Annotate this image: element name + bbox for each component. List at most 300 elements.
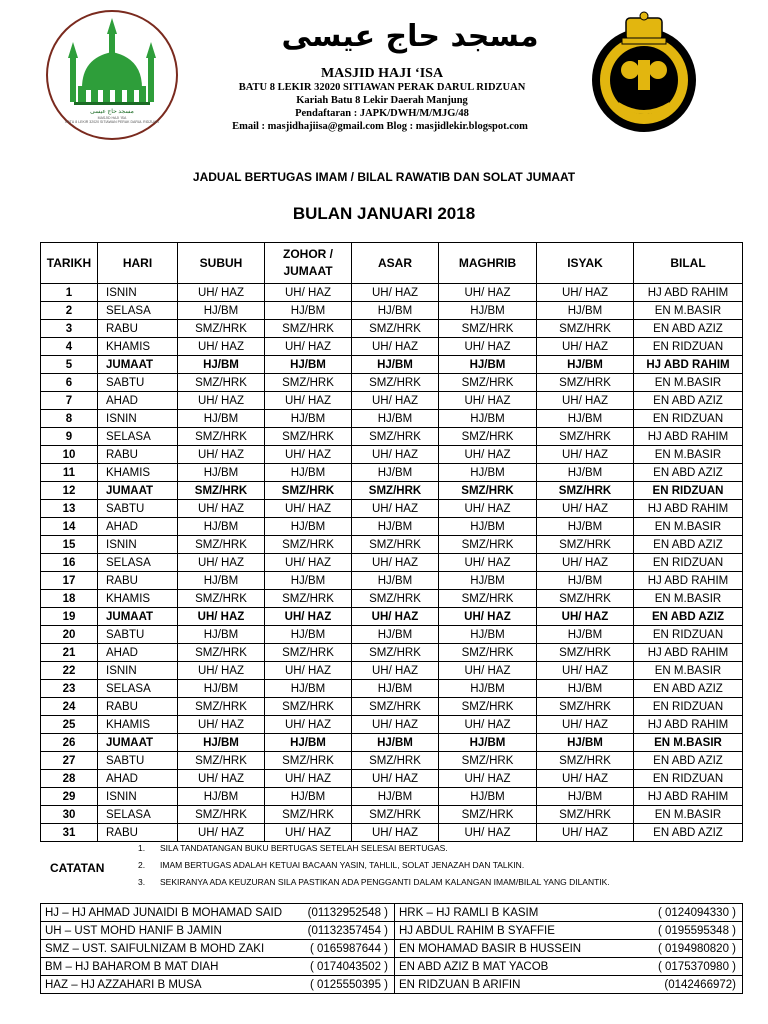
cell-zohor-jumaat: HJ/BM [265,518,352,536]
cell-bilal: EN ABD AZIZ [634,824,743,842]
cell-zohor-jumaat: SMZ/HRK [265,698,352,716]
cell-tarikh: 8 [41,410,98,428]
cell-asar: SMZ/HRK [352,428,439,446]
cell-subuh: SMZ/HRK [178,644,265,662]
table-row [41,644,743,662]
cell-subuh: UH/ HAZ [178,770,265,788]
cell-zohor-jumaat: SMZ/HRK [265,806,352,824]
cell-subuh: SMZ/HRK [178,320,265,338]
cell-asar: HJ/BM [352,302,439,320]
cell-isyak: SMZ/HRK [537,752,634,770]
cell-asar: UH/ HAZ [352,554,439,572]
note-item [138,843,448,853]
legend-name: UH – UST MOHD HANIF B JAMIN [41,922,297,940]
cell-asar: UH/ HAZ [352,446,439,464]
cell-subuh: SMZ/HRK [178,698,265,716]
cell-asar: HJ/BM [352,788,439,806]
cell-asar: HJ/BM [352,518,439,536]
cell-asar: UH/ HAZ [352,770,439,788]
table-row [41,428,743,446]
cell-tarikh: 12 [41,482,98,500]
cell-asar: HJ/BM [352,680,439,698]
note-text: SEKIRANYA ADA KEUZURAN SILA PASTIKAN ADA PENGGANTI DALAM KALANGAN IMAM/BILAL YANG DILANTIK. [160,877,610,887]
note-item [138,877,610,887]
cell-hari: ISNIN [98,284,178,302]
cell-bilal: EN RIDZUAN [634,554,743,572]
cell-maghrib: SMZ/HRK [439,428,537,446]
mosque-registration: Pendaftaran : JAPK/DWH/M/MJG/48 [295,108,469,119]
cell-isyak: UH/ HAZ [537,770,634,788]
cell-bilal: EN M.BASIR [634,806,743,824]
cell-bilal: HJ ABD RAHIM [634,572,743,590]
cell-hari: SELASA [98,302,178,320]
legend-body [41,904,743,994]
legend-name: EN MOHAMAD BASIR B HUSSEIN [395,940,635,958]
cell-maghrib: SMZ/HRK [439,752,537,770]
legend-name: BM – HJ BAHAROM B MAT DIAH [41,958,297,976]
cell-hari: SELASA [98,554,178,572]
cell-bilal: EN M.BASIR [634,662,743,680]
cell-bilal: EN M.BASIR [634,446,743,464]
cell-isyak: SMZ/HRK [537,698,634,716]
cell-hari: AHAD [98,392,178,410]
cell-maghrib: SMZ/HRK [439,374,537,392]
mosque-name: MASJID HAJI ‘ISA [320,66,444,81]
cell-bilal: EN RIDZUAN [634,626,743,644]
table-row [41,464,743,482]
table-row [41,356,743,374]
cell-bilal: EN ABD AZIZ [634,392,743,410]
table-row [41,770,743,788]
cell-hari: JUMAAT [98,482,178,500]
cell-bilal: EN RIDZUAN [634,482,743,500]
cell-asar: UH/ HAZ [352,392,439,410]
cell-zohor-jumaat: UH/ HAZ [265,662,352,680]
cell-subuh: UH/ HAZ [178,284,265,302]
cell-maghrib: UH/ HAZ [439,662,537,680]
cell-subuh: HJ/BM [178,356,265,374]
cell-maghrib: HJ/BM [439,410,537,428]
cell-subuh: SMZ/HRK [178,482,265,500]
cell-hari: RABU [98,572,178,590]
table-row [41,518,743,536]
legend-phone: (0142466972) [635,976,743,994]
cell-maghrib: HJ/BM [439,302,537,320]
cell-hari: AHAD [98,518,178,536]
legend-phone: (01132952548 ) [297,904,395,922]
cell-hari: SELASA [98,680,178,698]
cell-zohor-jumaat: SMZ/HRK [265,752,352,770]
legend-phone: ( 0125550395 ) [297,976,395,994]
cell-maghrib: HJ/BM [439,788,537,806]
table-row [41,752,743,770]
table-row [41,374,743,392]
cell-bilal: HJ ABD RAHIM [634,284,743,302]
cell-zohor-jumaat: HJ/BM [265,680,352,698]
cell-asar: SMZ/HRK [352,482,439,500]
cell-asar: UH/ HAZ [352,662,439,680]
legend-name: SMZ – UST. SAIFULNIZAM B MOHD ZAKI [41,940,297,958]
cell-asar: UH/ HAZ [352,500,439,518]
cell-zohor-jumaat: HJ/BM [265,788,352,806]
cell-subuh: SMZ/HRK [178,590,265,608]
mosque-logo [46,10,178,140]
cell-maghrib: UH/ HAZ [439,284,537,302]
table-row [41,392,743,410]
cell-tarikh: 5 [41,356,98,374]
cell-subuh: HJ/BM [178,518,265,536]
cell-isyak: SMZ/HRK [537,482,634,500]
cell-bilal: HJ ABD RAHIM [634,500,743,518]
cell-isyak: SMZ/HRK [537,644,634,662]
cell-hari: AHAD [98,770,178,788]
cell-tarikh: 15 [41,536,98,554]
header-tarikh: TARIKH [41,243,98,284]
cell-bilal: EN RIDZUAN [634,698,743,716]
cell-tarikh: 16 [41,554,98,572]
duty-schedule-table [40,242,743,842]
cell-hari: SELASA [98,428,178,446]
cell-isyak: SMZ/HRK [537,806,634,824]
cell-tarikh: 4 [41,338,98,356]
cell-subuh: HJ/BM [178,302,265,320]
cell-maghrib: HJ/BM [439,734,537,752]
table-row [41,608,743,626]
cell-maghrib: HJ/BM [439,464,537,482]
cell-hari: ISNIN [98,536,178,554]
legend-phone: (01132357454 ) [297,922,395,940]
cell-bilal: EN ABD AZIZ [634,464,743,482]
cell-isyak: HJ/BM [537,788,634,806]
cell-isyak: SMZ/HRK [537,590,634,608]
cell-asar: UH/ HAZ [352,284,439,302]
cell-bilal: EN ABD AZIZ [634,680,743,698]
cell-isyak: SMZ/HRK [537,374,634,392]
cell-subuh: HJ/BM [178,734,265,752]
cell-maghrib: UH/ HAZ [439,500,537,518]
mosque-kariah: Kariah Batu 8 Lekir Daerah Manjung [296,95,468,106]
legend-name: EN ABD AZIZ B MAT YACOB [395,958,635,976]
cell-isyak: HJ/BM [537,302,634,320]
legend-phone: ( 0165987644 ) [297,940,395,958]
cell-bilal: EN ABD AZIZ [634,608,743,626]
note-number: 3. [138,877,146,887]
cell-maghrib: UH/ HAZ [439,824,537,842]
cell-isyak: UH/ HAZ [537,662,634,680]
cell-isyak: UH/ HAZ [537,554,634,572]
cell-hari: RABU [98,320,178,338]
table-row [41,302,743,320]
cell-asar: SMZ/HRK [352,590,439,608]
cell-maghrib: HJ/BM [439,680,537,698]
cell-zohor-jumaat: SMZ/HRK [265,428,352,446]
note-number: 1. [138,843,146,853]
cell-bilal: EN ABD AZIZ [634,752,743,770]
cell-hari: KHAMIS [98,464,178,482]
cell-asar: HJ/BM [352,356,439,374]
cell-hari: JUMAAT [98,356,178,374]
cell-bilal: EN M.BASIR [634,518,743,536]
table-body [41,284,743,842]
cell-isyak: UH/ HAZ [537,608,634,626]
cell-zohor-jumaat: UH/ HAZ [265,338,352,356]
cell-maghrib: HJ/BM [439,572,537,590]
cell-zohor-jumaat: SMZ/HRK [265,536,352,554]
cell-zohor-jumaat: SMZ/HRK [265,374,352,392]
cell-isyak: HJ/BM [537,464,634,482]
header-isyak: ISYAK [537,243,634,284]
cell-asar: SMZ/HRK [352,320,439,338]
cell-hari: SABTU [98,374,178,392]
cell-tarikh: 22 [41,662,98,680]
cell-isyak: UH/ HAZ [537,446,634,464]
arabic-calligraphy-title [281,10,539,58]
cell-subuh: UH/ HAZ [178,500,265,518]
legend-phone: ( 0195595348 ) [635,922,743,940]
cell-zohor-jumaat: UH/ HAZ [265,284,352,302]
cell-hari: RABU [98,824,178,842]
logo-caption [62,116,162,124]
cell-maghrib: HJ/BM [439,518,537,536]
cell-subuh: SMZ/HRK [178,428,265,446]
cell-bilal: HJ ABD RAHIM [634,788,743,806]
cell-asar: HJ/BM [352,410,439,428]
cell-hari: JUMAAT [98,608,178,626]
cell-bilal: EN RIDZUAN [634,770,743,788]
cell-isyak: HJ/BM [537,410,634,428]
cell-tarikh: 2 [41,302,98,320]
legend-name: HAZ – HJ AZZAHARI B MUSA [41,976,297,994]
cell-subuh: HJ/BM [178,572,265,590]
logo-arabic-name: مسجد حاج عيسى [90,109,134,115]
cell-tarikh: 9 [41,428,98,446]
cell-hari: KHAMIS [98,716,178,734]
cell-hari: KHAMIS [98,338,178,356]
cell-asar: UH/ HAZ [352,716,439,734]
cell-maghrib: UH/ HAZ [439,770,537,788]
table-row [41,554,743,572]
cell-maghrib: UH/ HAZ [439,608,537,626]
cell-asar: HJ/BM [352,734,439,752]
table-row [41,446,743,464]
cell-zohor-jumaat: UH/ HAZ [265,770,352,788]
legend-row [41,922,743,940]
cell-subuh: HJ/BM [178,464,265,482]
header-zohor-jumaat: ZOHOR / JUMAAT [265,243,352,284]
cell-zohor-jumaat: UH/ HAZ [265,608,352,626]
cell-isyak: UH/ HAZ [537,338,634,356]
mosque-contact: Email : masjidhajiisa@gmail.com Blog : masjidlekir.blogspot.com [232,121,528,132]
cell-subuh: UH/ HAZ [178,554,265,572]
header-subuh: SUBUH [178,243,265,284]
cell-bilal: HJ ABD RAHIM [634,644,743,662]
table-row [41,662,743,680]
cell-tarikh: 7 [41,392,98,410]
cell-bilal: EN M.BASIR [634,374,743,392]
cell-zohor-jumaat: UH/ HAZ [265,500,352,518]
cell-asar: UH/ HAZ [352,338,439,356]
header-hari: HARI [98,243,178,284]
schedule-month: BULAN JANUARI 2018 [292,204,476,223]
mosque-address: BATU 8 LEKIR 32020 SITIAWAN PERAK DARUL RIDZUAN [238,82,526,93]
cell-maghrib: SMZ/HRK [439,482,537,500]
schedule-title: JADUAL BERTUGAS IMAM / BILAL RAWATIB DAN SOLAT JUMAAT [192,170,576,184]
cell-subuh: SMZ/HRK [178,806,265,824]
note-item [138,860,524,870]
cell-zohor-jumaat: SMZ/HRK [265,644,352,662]
legend-phone: ( 0194980820 ) [635,940,743,958]
table-row [41,806,743,824]
cell-zohor-jumaat: HJ/BM [265,626,352,644]
cell-isyak: UH/ HAZ [537,284,634,302]
legend-phone: ( 0174043502 ) [297,958,395,976]
cell-subuh: UH/ HAZ [178,392,265,410]
legend-row [41,904,743,922]
cell-tarikh: 17 [41,572,98,590]
table-row [41,626,743,644]
cell-zohor-jumaat: HJ/BM [265,464,352,482]
cell-zohor-jumaat: SMZ/HRK [265,590,352,608]
legend-phone: ( 0175370980 ) [635,958,743,976]
table-row [41,410,743,428]
table-row [41,482,743,500]
header-maghrib: MAGHRIB [439,243,537,284]
cell-bilal: EN RIDZUAN [634,338,743,356]
legend-name: HRK – HJ RAMLI B KASIM [395,904,635,922]
cell-tarikh: 10 [41,446,98,464]
cell-subuh: UH/ HAZ [178,446,265,464]
table-row [41,500,743,518]
header-bilal: BILAL [634,243,743,284]
cell-subuh: SMZ/HRK [178,536,265,554]
cell-isyak: UH/ HAZ [537,500,634,518]
table-row [41,320,743,338]
table-row [41,590,743,608]
note-number: 2. [138,860,146,870]
logo-caption-name: MASJID HAJI 'ISA [97,116,127,120]
cell-asar: SMZ/HRK [352,536,439,554]
cell-subuh: SMZ/HRK [178,374,265,392]
cell-tarikh: 1 [41,284,98,302]
cell-tarikh: 19 [41,608,98,626]
note-text: IMAM BERTUGAS ADALAH KETUAI BACAAN YASIN, TAHLIL, SOLAT JENAZAH DAN TALKIN. [160,860,525,870]
cell-zohor-jumaat: HJ/BM [265,572,352,590]
table-row [41,536,743,554]
cell-tarikh: 18 [41,590,98,608]
cell-maghrib: UH/ HAZ [439,716,537,734]
cell-isyak: UH/ HAZ [537,392,634,410]
cell-isyak: SMZ/HRK [537,320,634,338]
cell-zohor-jumaat: SMZ/HRK [265,482,352,500]
cell-zohor-jumaat: HJ/BM [265,302,352,320]
legend-name: HJ – HJ AHMAD JUNAIDI B MOHAMAD SAID [41,904,297,922]
cell-tarikh: 24 [41,698,98,716]
table-row [41,698,743,716]
cell-maghrib: UH/ HAZ [439,554,537,572]
cell-isyak: HJ/BM [537,680,634,698]
cell-hari: ISNIN [98,410,178,428]
cell-isyak: SMZ/HRK [537,536,634,554]
cell-tarikh: 26 [41,734,98,752]
cell-hari: SABTU [98,626,178,644]
cell-subuh: HJ/BM [178,788,265,806]
cell-isyak: HJ/BM [537,626,634,644]
legend-row [41,940,743,958]
cell-hari: SABTU [98,500,178,518]
cell-subuh: UH/ HAZ [178,662,265,680]
cell-hari: ISNIN [98,788,178,806]
legend-name: HJ ABDUL RAHIM B SYAFFIE [395,922,635,940]
cell-subuh: HJ/BM [178,680,265,698]
cell-hari: RABU [98,698,178,716]
cell-zohor-jumaat: SMZ/HRK [265,320,352,338]
cell-bilal: HJ ABD RAHIM [634,356,743,374]
cell-isyak: HJ/BM [537,356,634,374]
cell-tarikh: 25 [41,716,98,734]
table-row [41,338,743,356]
cell-hari: RABU [98,446,178,464]
cell-bilal: EN M.BASIR [634,302,743,320]
legend-row [41,976,743,994]
cell-subuh: SMZ/HRK [178,752,265,770]
legend-name: EN RIDZUAN B ARIFIN [395,976,635,994]
table-row [41,284,743,302]
cell-tarikh: 31 [41,824,98,842]
cell-hari: SABTU [98,752,178,770]
cell-hari: AHAD [98,644,178,662]
cell-zohor-jumaat: UH/ HAZ [265,554,352,572]
cell-bilal: EN M.BASIR [634,590,743,608]
cell-bilal: HJ ABD RAHIM [634,428,743,446]
cell-maghrib: SMZ/HRK [439,320,537,338]
cell-subuh: HJ/BM [178,410,265,428]
cell-tarikh: 3 [41,320,98,338]
cell-tarikh: 21 [41,644,98,662]
cell-isyak: UH/ HAZ [537,824,634,842]
table-header-row [41,243,743,284]
cell-subuh: HJ/BM [178,626,265,644]
cell-zohor-jumaat: UH/ HAZ [265,392,352,410]
cell-isyak: HJ/BM [537,518,634,536]
cell-tarikh: 13 [41,500,98,518]
cell-asar: UH/ HAZ [352,824,439,842]
cell-hari: SELASA [98,806,178,824]
cell-tarikh: 23 [41,680,98,698]
cell-hari: ISNIN [98,662,178,680]
logo-caption-address: BATU 8 LEKIR 32020 SITIAWAN PERAK DARUL RIDZUAN [65,120,159,124]
table-row [41,716,743,734]
cell-maghrib: SMZ/HRK [439,536,537,554]
cell-zohor-jumaat: HJ/BM [265,734,352,752]
header-asar: ASAR [352,243,439,284]
arabic-title-text: مسجد حاج عيسى [281,19,539,54]
table-row [41,572,743,590]
cell-zohor-jumaat: UH/ HAZ [265,446,352,464]
cell-zohor-jumaat: UH/ HAZ [265,824,352,842]
cell-asar: HJ/BM [352,626,439,644]
cell-asar: SMZ/HRK [352,698,439,716]
cell-asar: SMZ/HRK [352,644,439,662]
cell-tarikh: 30 [41,806,98,824]
notes-label: CATATAN [50,861,105,875]
cell-asar: UH/ HAZ [352,608,439,626]
cell-zohor-jumaat: HJ/BM [265,356,352,374]
table-row [41,680,743,698]
cell-isyak: SMZ/HRK [537,428,634,446]
cell-tarikh: 27 [41,752,98,770]
cell-subuh: UH/ HAZ [178,824,265,842]
contact-legend-table [40,903,743,994]
